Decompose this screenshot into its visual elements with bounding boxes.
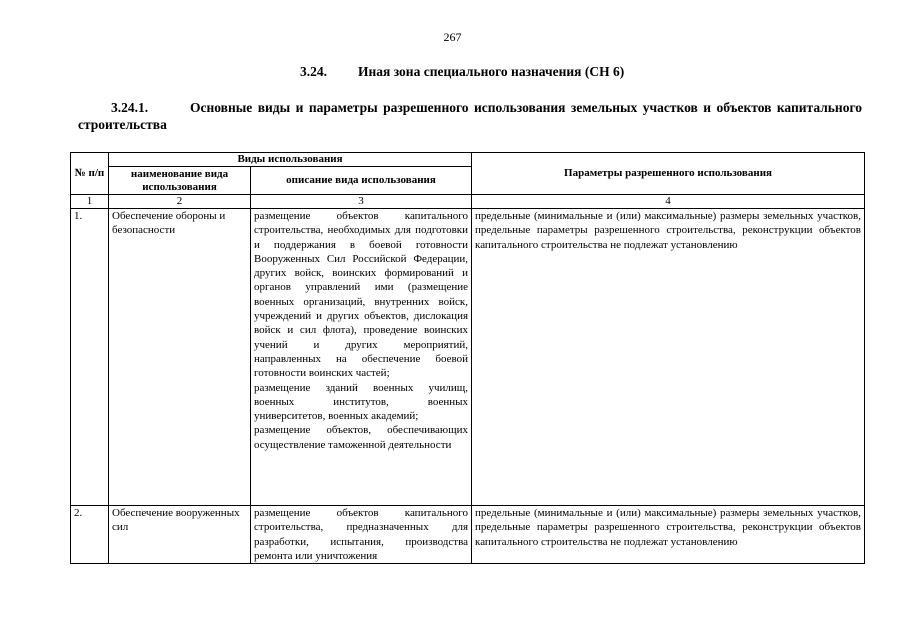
table-row — [71, 506, 865, 564]
table-row — [71, 209, 865, 506]
row-number: 2. — [71, 506, 109, 564]
row-number: 1. — [71, 209, 109, 506]
header-parameters: Параметры разрешенного использования — [472, 153, 865, 195]
parameters-cell: предельные (минимальные и (или) максимальные) размеры земельных участков, предельные параметры разрешенного строительства, реконструкции объектов капитального строительства не подлежат установлению — [472, 209, 865, 506]
usage-description-cell — [251, 209, 472, 506]
usage-description-paragraph: размещение объектов, обеспечивающих осуществление таможенной деятельности — [254, 424, 469, 451]
usage-description-paragraph: размещение зданий военных училищ, военных институтов, военных университетов, военных академий; — [254, 381, 469, 423]
section-title: Иная зона специального назначения (СН 6) — [358, 64, 625, 79]
header-usage-description: описание вида использования — [251, 167, 472, 195]
header-usage-types: Виды использования — [109, 153, 472, 167]
usage-description-paragraph: размещение объектов капитального строительства, необходимых для подготовки и поддержания в боевой готовности Вооруженных Сил Российской Федерации, других войск, воинских формирований и органов управлений ими (размещение военных организаций, внутренних войск, учреждений и других объектов, дислокация войск и сил флота), проведение воинских учений и других мероприятий, направленных на обеспечение боевой готовности воинских частей; — [254, 210, 469, 380]
column-index: 3 — [251, 195, 472, 209]
header-usage-name: наименование вида использования — [109, 167, 251, 195]
subsection-title: Основные виды и параметры разрешенного использования земельных участков и объектов капитального строительства — [78, 100, 862, 132]
section-number: 3.24. — [300, 64, 327, 79]
subsection-heading — [78, 99, 862, 133]
column-index: 2 — [109, 195, 251, 209]
parameters-cell: предельные (минимальные и (или) максимальные) размеры земельных участков, предельные параметры разрешенного строительства, реконструкции объектов капитального строительства не подлежат установлению — [472, 506, 865, 564]
header-num: № п/п — [71, 153, 109, 195]
subsection-number: 3.24.1. — [111, 100, 149, 115]
section-heading — [300, 64, 624, 80]
usage-table — [70, 152, 865, 564]
column-index: 1 — [71, 195, 109, 209]
usage-name-cell: Обеспечение обороны и безопасности — [109, 209, 251, 506]
usage-description-cell: размещение объектов капитального строительства, предназначенных для разработки, испытания, производства ремонта или уничтожения — [251, 506, 472, 564]
page-number: 267 — [443, 30, 462, 44]
column-index: 4 — [472, 195, 865, 209]
column-index-row — [71, 195, 865, 209]
usage-name-cell: Обеспечение вооруженных сил — [109, 506, 251, 564]
